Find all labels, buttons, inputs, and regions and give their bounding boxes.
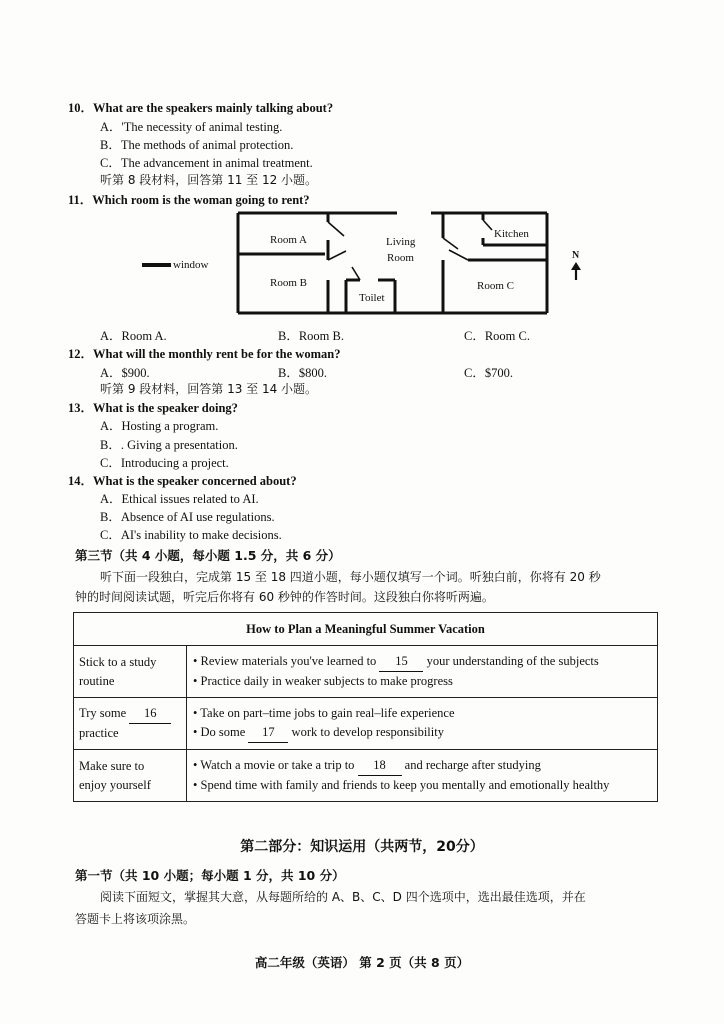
row2-content <box>187 698 658 750</box>
q13-option-a: A．Hosting a program. <box>100 419 219 433</box>
plan-label-room-c: Room C <box>477 280 514 292</box>
q11-option-c: C．Room C. <box>464 329 530 343</box>
q12-option-c: C．$700. <box>464 366 513 380</box>
section3-instruction-line1: 听下面一段独白，完成第 15 至 18 四道小题，每小题仅填写一个词。听独白前，你将有 20 秒 <box>100 570 601 584</box>
q14-option-a: A．Ethical issues related to AI. <box>100 492 259 506</box>
row3-bullet1 <box>193 756 651 776</box>
row1-content <box>187 646 658 698</box>
plan-label-kitchen: Kitchen <box>494 228 529 240</box>
row2-bullet2-pre: • Do some <box>193 725 246 739</box>
table-row <box>74 646 658 698</box>
row2-heading-line1 <box>79 704 181 724</box>
plan-label-window: window <box>173 259 209 271</box>
plan-label-north: N <box>572 250 580 261</box>
blank-17[interactable]: 17 <box>248 723 288 743</box>
part2-section1-title: 第一节（共 10 小题；每小题 1 分，共 10 分） <box>75 868 345 883</box>
section3-instruction-line2: 钟的时间阅读试题，听完后你将有 60 秒钟的作答时间。这段独白你将听两遍。 <box>75 590 494 604</box>
q10-stem: 10．What are the speakers mainly talking about? <box>68 101 334 115</box>
section-intro-8: 听第 8 段材料，回答第 11 至 12 小题。 <box>100 173 318 187</box>
section3-title: 第三节（共 4 小题，每小题 1.5 分，共 6 分） <box>75 548 341 563</box>
row3-content <box>187 750 658 802</box>
plan-label-room-b: Room B <box>270 277 307 289</box>
q11-stem: 11．Which room is the woman going to rent? <box>68 193 310 207</box>
blank-16[interactable]: 16 <box>129 704 171 724</box>
q10-option-a: A．'The necessity of animal testing. <box>100 120 283 134</box>
row3-bullet1-post: and recharge after studying <box>404 758 541 772</box>
q13-option-c: C．Introducing a project. <box>100 456 229 470</box>
q14-option-c: C．AI's inability to make decisions. <box>100 528 282 542</box>
q12-option-a: A．$900. <box>100 366 150 380</box>
q11-option-b: B．Room B. <box>278 329 344 343</box>
part2-title: 第二部分：知识运用（共两节，20分） <box>240 839 484 855</box>
plan-label-toilet: Toilet <box>359 292 385 304</box>
row3-bullet2: • Spend time with family and friends to keep you mentally and emotionally healthy <box>193 778 610 792</box>
north-arrow-icon <box>571 262 581 280</box>
row1-bullet1 <box>193 652 651 672</box>
table-row <box>74 698 658 750</box>
row1-bullet1-post: your understanding of the subjects <box>426 654 599 668</box>
q14-option-b: B．Absence of AI use regulations. <box>100 510 275 524</box>
row1-heading-line1: Stick to a study <box>79 654 157 669</box>
row1-heading-line2: routine <box>79 673 115 688</box>
plan-label-living-room: Room <box>387 252 414 264</box>
table-row <box>74 750 658 802</box>
row3-heading <box>74 750 187 802</box>
row2-heading-pre: Try some <box>79 706 127 720</box>
q14-stem: 14．What is the speaker concerned about? <box>68 474 297 488</box>
row2-bullet2-post: work to develop responsibility <box>291 725 444 739</box>
q12-option-b: B．$800. <box>278 366 327 380</box>
row1-heading <box>74 646 187 698</box>
row3-heading-line1: Make sure to <box>79 758 145 773</box>
summer-plan-table <box>73 612 658 802</box>
q12-stem: 12．What will the monthly rent be for the woman? <box>68 347 341 361</box>
q13-stem: 13．What is the speaker doing? <box>68 401 238 415</box>
row1-bullet2: • Practice daily in weaker subjects to make progress <box>193 674 453 688</box>
window-symbol <box>142 263 171 267</box>
q10-option-b: B．The methods of animal protection. <box>100 138 294 152</box>
floor-plan-drawing <box>0 0 724 340</box>
section-intro-9: 听第 9 段材料，回答第 13 至 14 小题。 <box>100 382 318 396</box>
q10-option-c: C．The advancement in animal treatment. <box>100 156 313 170</box>
blank-18[interactable]: 18 <box>358 756 402 776</box>
row2-heading <box>74 698 187 750</box>
row2-bullet2 <box>193 723 651 743</box>
plan-label-living: Living <box>386 236 416 248</box>
row2-heading-line2: practice <box>79 726 119 740</box>
row1-bullet1-pre: • Review materials you've learned to <box>193 654 377 668</box>
floor-plan <box>0 0 724 340</box>
q13-option-b: B．. Giving a presentation. <box>100 438 238 452</box>
plan-label-room-a: Room A <box>270 234 307 246</box>
part2-instruction-line2: 答题卡上将该项涂黑。 <box>75 912 196 926</box>
row3-heading-line2: enjoy yourself <box>79 777 151 792</box>
row3-bullet1-pre: • Watch a movie or take a trip to <box>193 758 355 772</box>
part2-instruction-line1: 阅读下面短文，掌握其大意，从每题所给的 A、B、C、D 四个选项中，选出最佳选项，并在 <box>100 890 586 904</box>
row2-bullet1: • Take on part–time jobs to gain real–life experience <box>193 706 455 720</box>
page-footer: 高二年级（英语） 第 2 页（共 8 页） <box>254 955 470 970</box>
table-title: How to Plan a Meaningful Summer Vacation <box>74 613 658 646</box>
blank-15[interactable]: 15 <box>379 652 423 672</box>
q11-option-a: A．Room A. <box>100 329 167 343</box>
